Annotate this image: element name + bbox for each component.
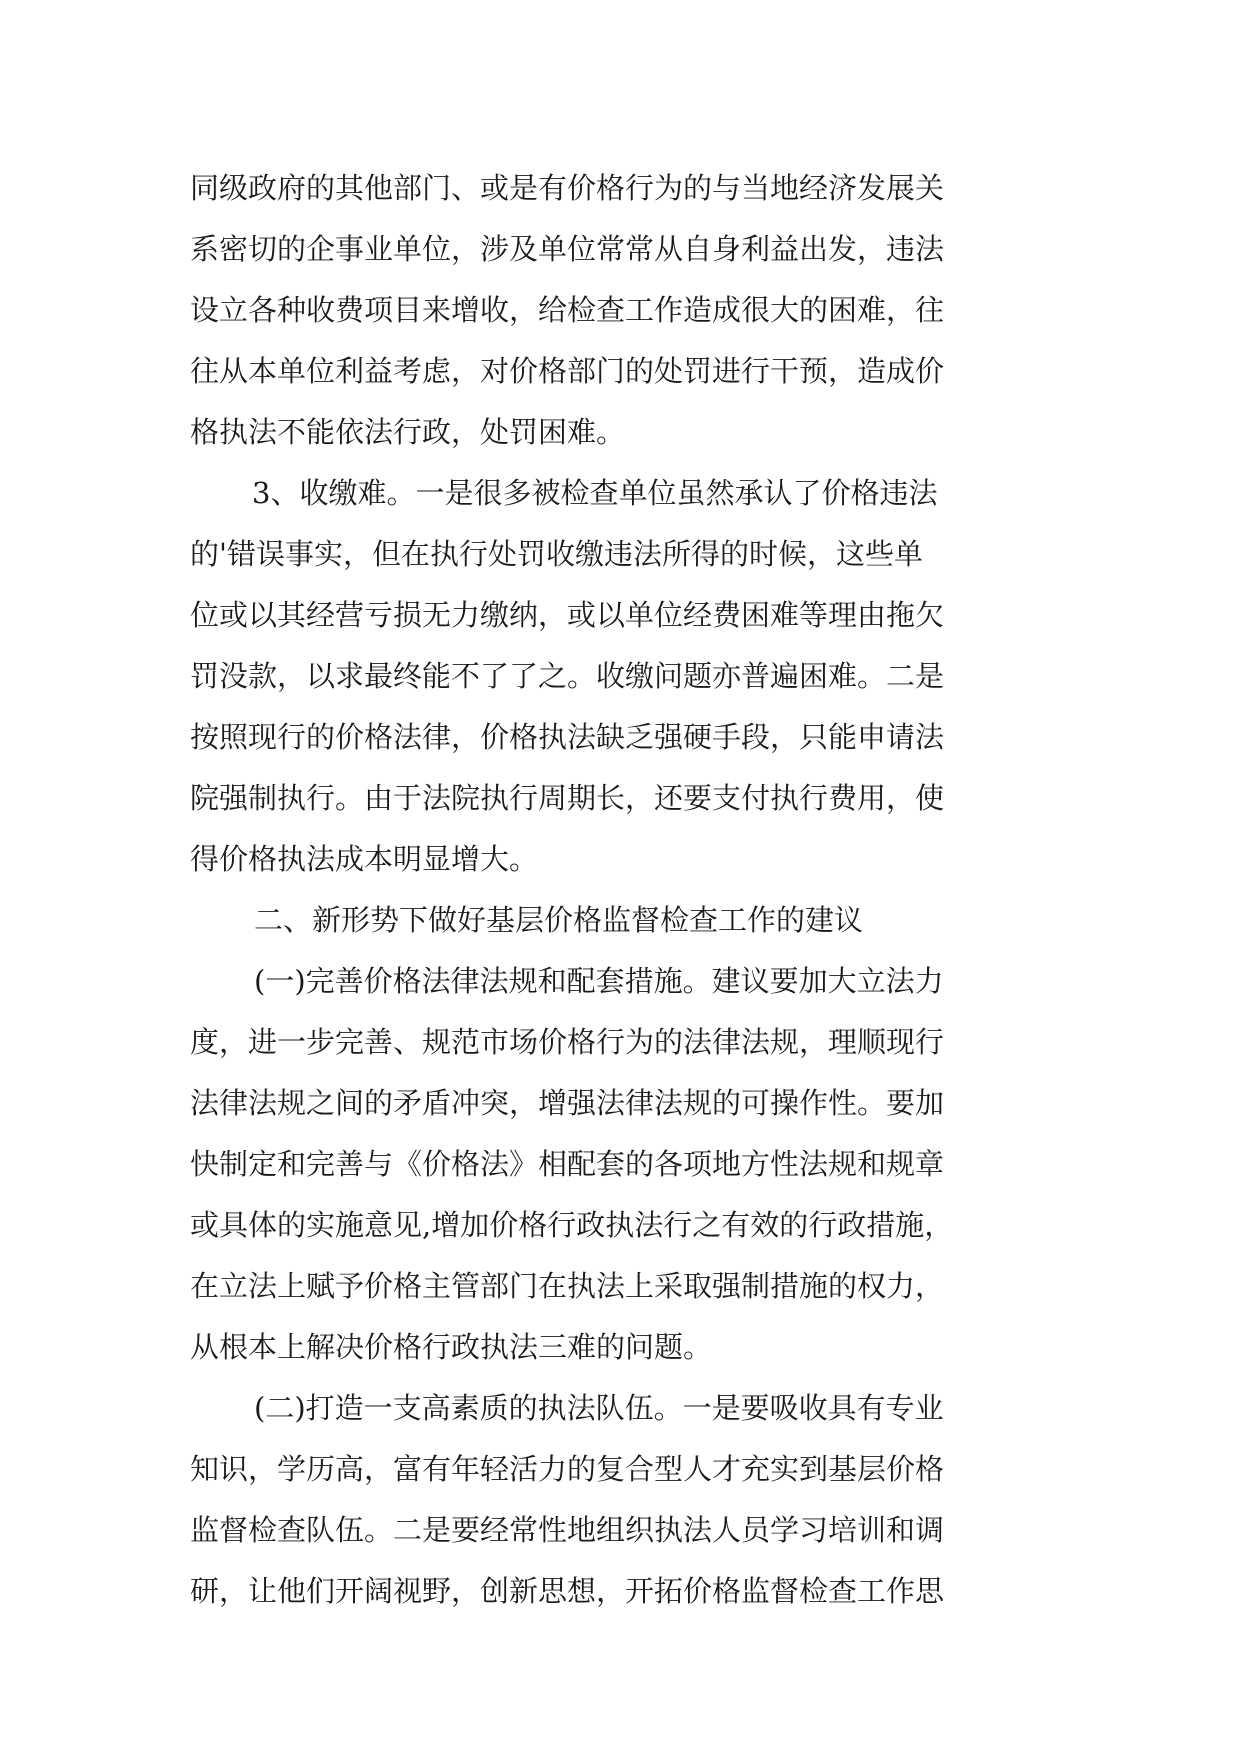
text-line: 院强制执行。由于法院执行周期长，还要支付执行费用，使	[190, 781, 945, 815]
text-line: 从根本上解决价格行政执法三难的问题。	[190, 1330, 713, 1364]
text-line: 在立法上赋予价格主管部门在执法上采取强制措施的权力，	[190, 1269, 945, 1303]
text-line: 得价格执法成本明显增大。	[190, 842, 539, 876]
text-line: 快制定和完善与《价格法》相配套的各项地方性法规和规章	[190, 1147, 945, 1181]
text-line: 同级政府的其他部门、或是有价格行为的与当地经济发展关	[190, 171, 945, 205]
text-line: 罚没款，以求最终能不了了之。收缴问题亦普遍困难。二是	[190, 659, 945, 693]
paragraph-start-line: 3、收缴难。一是很多被检查单位虽然承认了价格违法	[252, 476, 938, 510]
body-text	[190, 158, 1070, 1622]
text-line: 或具体的实施意见,增加价格行政执法行之有效的行政措施，	[190, 1208, 954, 1242]
text-line: 位或以其经营亏损无力缴纳，或以单位经费困难等理由拖欠	[190, 598, 945, 632]
text-line: 知识，学历高，富有年轻活力的复合型人才充实到基层价格	[190, 1452, 945, 1486]
text-line: 监督检查队伍。二是要经常性地组织执法人员学习培训和调	[190, 1513, 945, 1547]
text-line: 研，让他们开阔视野，创新思想，开拓价格监督检查工作思	[190, 1574, 945, 1608]
text-line: 按照现行的价格法律，价格执法缺乏强硬手段，只能申请法	[190, 720, 945, 754]
text-line: 设立各种收费项目来增收，给检查工作造成很大的困难，往	[190, 293, 945, 327]
text-line: 的'错误事实，但在执行处罚收缴违法所得的时候，这些单	[190, 537, 923, 571]
paragraph-start-line: (一)完善价格法律法规和配套措施。建议要加大立法力	[254, 964, 944, 998]
section-heading: 二、新形势下做好基层价格监督检查工作的建议	[254, 903, 864, 937]
text-line: 系密切的企事业单位，涉及单位常常从自身利益出发，违法	[190, 232, 945, 266]
paragraph-start-line: (二)打造一支高素质的执法队伍。一是要吸收具有专业	[254, 1391, 944, 1425]
text-line: 往从本单位利益考虑，对价格部门的处罚进行干预，造成价	[190, 354, 945, 388]
text-line: 法律法规之间的矛盾冲突，增强法律法规的可操作性。要加	[190, 1086, 945, 1120]
text-line: 格执法不能依法行政，处罚困难。	[190, 415, 626, 449]
text-line: 度，进一步完善、规范市场价格行为的法律法规，理顺现行	[190, 1025, 945, 1059]
